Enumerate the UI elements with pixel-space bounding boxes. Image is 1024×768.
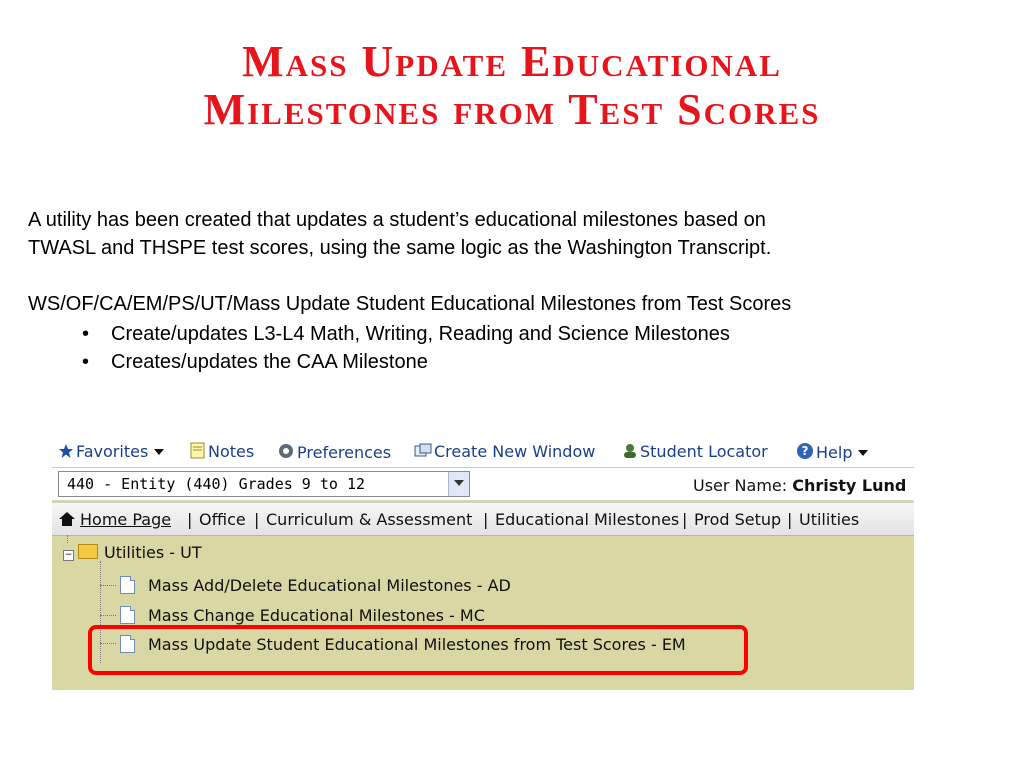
tree-item-label: Mass Change Educational Milestones - MC (148, 606, 485, 625)
chevron-down-icon[interactable] (448, 472, 469, 496)
notes-label: Notes (208, 442, 255, 461)
entity-select[interactable] (58, 471, 470, 497)
home-page-link[interactable]: Home Page (80, 510, 172, 529)
tree-item-mass-change[interactable] (120, 606, 485, 625)
help-menu[interactable] (796, 442, 868, 462)
document-icon (120, 606, 135, 624)
breadcrumb-home[interactable] (58, 510, 171, 529)
top-toolbar (52, 435, 914, 468)
entity-row (52, 468, 914, 500)
tree-folder-utilities[interactable] (63, 543, 202, 562)
menu-path: WS/OF/CA/EM/PS/UT/Mass Update Student Educational Milestones from Test Scores (28, 293, 792, 315)
student-locator-link[interactable] (622, 442, 768, 461)
breadcrumb-item-office[interactable]: Office (199, 510, 246, 529)
svg-text:?: ? (801, 444, 809, 458)
help-icon (796, 442, 814, 460)
user-name (693, 476, 906, 495)
user-name-label: User Name: (693, 476, 788, 495)
create-new-window-link[interactable] (414, 442, 595, 461)
chevron-down-icon (154, 449, 164, 455)
breadcrumb-separator: | (787, 510, 793, 529)
breadcrumb-item-milestones[interactable]: Educational Milestones (495, 510, 680, 529)
breadcrumb-separator: | (187, 510, 193, 529)
tree-item-label: Mass Add/Delete Educational Milestones - AD (148, 576, 511, 595)
bullet-item: • Create/updates L3-L4 Math, Writing, Reading and Science Milestones (82, 320, 1018, 348)
favorites-menu[interactable] (58, 442, 164, 461)
preferences-label: Preferences (297, 443, 392, 462)
new-window-icon (414, 443, 432, 459)
highlight-box (88, 625, 748, 675)
slide-title (0, 38, 1024, 134)
tree-folder-label: Utilities - UT (104, 543, 202, 562)
tree-item-mass-add-delete[interactable] (120, 576, 511, 595)
breadcrumb-separator: | (483, 510, 489, 529)
intro-line-1: A utility has been created that updates a student’s educational milestones based on (28, 209, 766, 231)
tree-item-label: Mass Update Student Educational Milestones from Test Scores - EM (148, 635, 686, 654)
document-icon (120, 576, 135, 594)
person-icon (622, 443, 638, 459)
home-icon (58, 511, 76, 527)
notes-icon (190, 442, 206, 459)
student-locator-label: Student Locator (640, 442, 768, 461)
favorites-label: Favorites (76, 442, 149, 461)
breadcrumb (52, 502, 914, 536)
intro-line-2: TWASL and THSPE test scores, using the same logic as the Washington Transcript. (28, 237, 772, 259)
notes-link[interactable] (190, 442, 254, 461)
title-line-2: Milestones from Test Scores (203, 85, 821, 134)
breadcrumb-item-utilities[interactable]: Utilities (799, 510, 860, 529)
gear-icon (277, 442, 295, 460)
create-new-window-label: Create New Window (434, 442, 596, 461)
preferences-link[interactable] (277, 442, 391, 462)
bullet-list (28, 320, 1018, 376)
breadcrumb-separator: | (682, 510, 688, 529)
breadcrumb-separator: | (254, 510, 260, 529)
chevron-down-icon (858, 450, 868, 456)
bullet-item: • Creates/updates the CAA Milestone (82, 348, 1018, 376)
user-name-value: Christy Lund (792, 476, 907, 495)
slide-body (28, 206, 1018, 376)
collapse-icon[interactable]: − (64, 550, 73, 560)
title-line-1: Mass Update Educational (242, 37, 782, 86)
folder-icon (78, 544, 98, 559)
breadcrumb-item-prod-setup[interactable]: Prod Setup (694, 510, 782, 529)
help-label: Help (816, 443, 853, 462)
entity-select-value: 440 - Entity (440) Grades 9 to 12 (67, 475, 366, 493)
star-icon (58, 443, 74, 459)
breadcrumb-item-curriculum[interactable]: Curriculum & Assessment (266, 510, 473, 529)
